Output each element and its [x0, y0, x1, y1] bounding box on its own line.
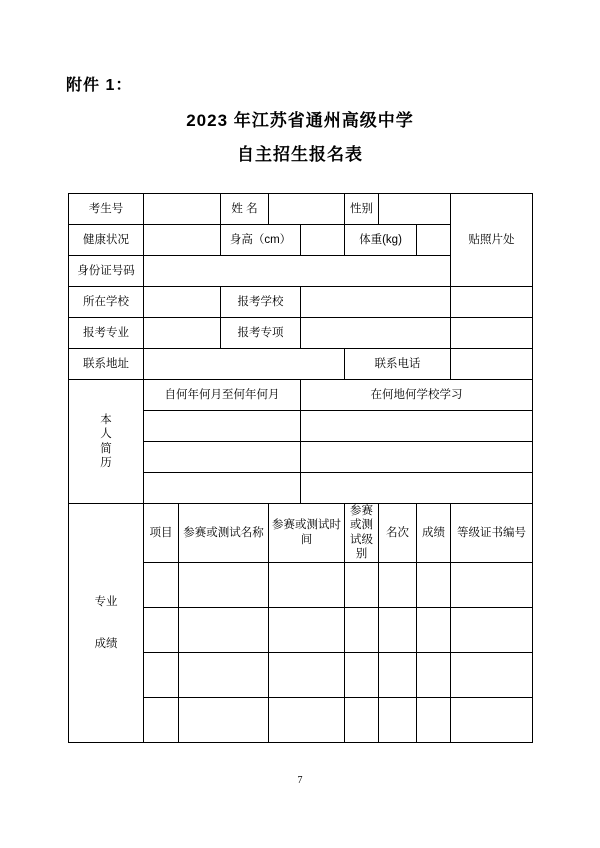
resume-place-2[interactable]	[301, 442, 533, 473]
achievements-header-name: 参赛或测试名称	[179, 504, 269, 563]
achievements-header-time: 参赛或测试时间	[269, 504, 345, 563]
label-name: 姓 名	[221, 194, 269, 225]
title-line-2: 自主招生报名表	[237, 145, 363, 164]
label-weight: 体重(kg)	[345, 225, 417, 256]
label-address: 联系地址	[69, 349, 144, 380]
achievements-cell[interactable]	[345, 562, 379, 607]
achievements-header-score: 成绩	[417, 504, 451, 563]
value-gender[interactable]	[379, 194, 451, 225]
table-row	[69, 504, 533, 563]
value-address[interactable]	[144, 349, 345, 380]
achievements-cell[interactable]	[179, 562, 269, 607]
resume-header-place: 在何地何学校学习	[301, 380, 533, 411]
label-gender: 性别	[345, 194, 379, 225]
achievements-cell[interactable]	[179, 652, 269, 697]
resume-period-1[interactable]	[144, 411, 301, 442]
label-health: 健康状况	[69, 225, 144, 256]
row4-right-blank	[451, 287, 533, 318]
resume-side-char-2: 人	[100, 428, 112, 441]
achievements-side-line-1: 专业	[94, 595, 118, 608]
label-phone: 联系电话	[345, 349, 451, 380]
title-line-1: 2023 年江苏省通州高级中学	[186, 111, 414, 130]
achievements-cell[interactable]	[269, 697, 345, 742]
table-row	[69, 318, 533, 349]
label-special: 报考专项	[221, 318, 301, 349]
achievements-cell[interactable]	[144, 697, 179, 742]
achievements-header-rank: 名次	[379, 504, 417, 563]
achievements-cell[interactable]	[379, 652, 417, 697]
value-school[interactable]	[144, 287, 221, 318]
achievements-cell[interactable]	[417, 697, 451, 742]
achievements-cell[interactable]	[345, 607, 379, 652]
achievements-cell[interactable]	[269, 607, 345, 652]
achievements-cell[interactable]	[144, 562, 179, 607]
achievements-cell[interactable]	[379, 607, 417, 652]
table-row	[69, 349, 533, 380]
achievements-cell[interactable]	[451, 652, 533, 697]
label-major: 报考专业	[69, 318, 144, 349]
achievements-cell[interactable]	[345, 697, 379, 742]
document-title	[0, 104, 600, 172]
label-exam-no: 考生号	[69, 194, 144, 225]
achievements-cell[interactable]	[269, 562, 345, 607]
resume-header-period: 自何年何月至何年何月	[144, 380, 301, 411]
achievements-cell[interactable]	[144, 652, 179, 697]
achievements-cell[interactable]	[417, 652, 451, 697]
value-weight[interactable]	[417, 225, 451, 256]
value-major[interactable]	[144, 318, 221, 349]
achievements-cell[interactable]	[179, 607, 269, 652]
value-height[interactable]	[301, 225, 345, 256]
value-phone[interactable]	[451, 349, 533, 380]
achievements-cell[interactable]	[379, 697, 417, 742]
achievements-cell[interactable]	[269, 652, 345, 697]
resume-period-3[interactable]	[144, 473, 301, 504]
label-apply-school: 报考学校	[221, 287, 301, 318]
achievements-side-line-2: 成绩	[94, 637, 118, 650]
achievements-cell[interactable]	[345, 652, 379, 697]
value-name[interactable]	[269, 194, 345, 225]
resume-side-char-3: 简	[100, 442, 112, 455]
achievements-cell[interactable]	[417, 607, 451, 652]
achievements-cell[interactable]	[451, 607, 533, 652]
resume-side-char-4: 历	[100, 456, 112, 469]
achievements-cell[interactable]	[144, 607, 179, 652]
label-school: 所在学校	[69, 287, 144, 318]
table-row	[69, 287, 533, 318]
table-row	[69, 380, 533, 411]
registration-form-table	[68, 193, 533, 743]
resume-place-1[interactable]	[301, 411, 533, 442]
value-special[interactable]	[301, 318, 451, 349]
resume-side-label	[69, 380, 144, 504]
value-health[interactable]	[144, 225, 221, 256]
value-apply-school[interactable]	[301, 287, 451, 318]
resume-period-2[interactable]	[144, 442, 301, 473]
table-row	[69, 194, 533, 225]
label-height: 身高（cm）	[221, 225, 301, 256]
achievements-header-level: 参赛或测试级别	[345, 504, 379, 563]
achievements-cell[interactable]	[417, 562, 451, 607]
value-id-no[interactable]	[144, 256, 451, 287]
row5-right-blank	[451, 318, 533, 349]
value-exam-no[interactable]	[144, 194, 221, 225]
achievements-side-label	[69, 504, 144, 743]
achievements-cell[interactable]	[179, 697, 269, 742]
label-id-no: 身份证号码	[69, 256, 144, 287]
resume-place-3[interactable]	[301, 473, 533, 504]
achievements-header-item: 项目	[144, 504, 179, 563]
page-number: 7	[297, 775, 303, 786]
achievements-cell[interactable]	[451, 697, 533, 742]
achievements-cell[interactable]	[451, 562, 533, 607]
photo-area[interactable]: 贴照片处	[451, 194, 533, 287]
resume-side-char-1: 本	[100, 413, 112, 426]
achievements-cell[interactable]	[379, 562, 417, 607]
achievements-header-cert: 等级证书编号	[451, 504, 533, 563]
attachment-label: 附件 1：	[66, 77, 133, 94]
